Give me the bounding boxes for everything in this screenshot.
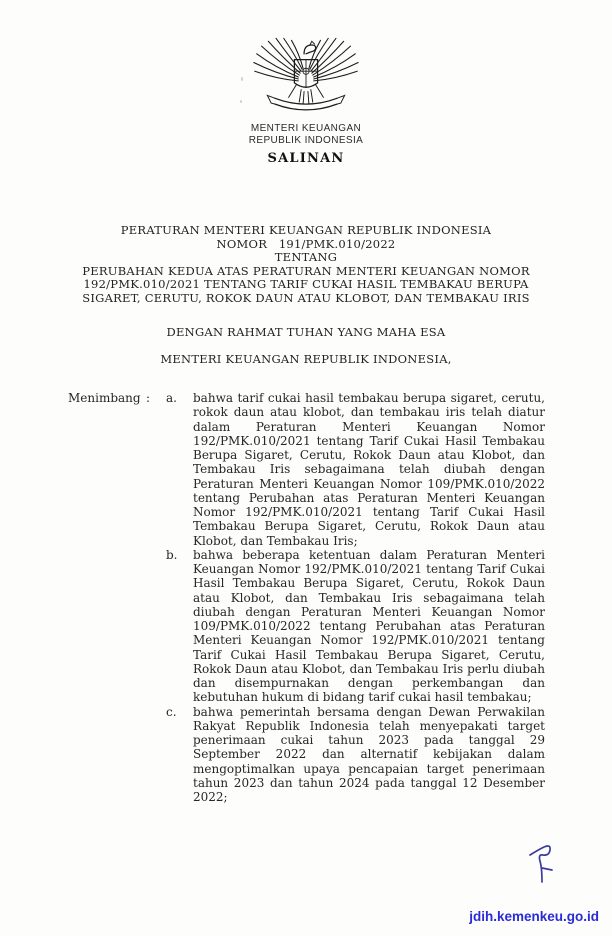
title-line-subject-2: 192/PMK.010/2021 TENTANG TARIF CUKAI HASIL TEMBAKAU BERUPA (83, 277, 529, 292)
considering-label: Menimbang (68, 391, 141, 405)
spacer (68, 705, 166, 805)
authority-line: MENTERI KEUANGAN REPUBLIK INDONESIA, (160, 352, 452, 366)
item-letter-b: b. (166, 547, 178, 562)
letterhead (0, 36, 612, 166)
considering-section (68, 391, 545, 804)
considering-item-c: bahwa pemerintah bersama dengan Dewan Perwakilan Rakyat Republik Indonesia telah menyepakati target penerimaan cukai tahun 2023 pada tanggal 29 September 2022 dan alternatif kebijakan dalam mengoptimalkan upaya pencapaian target penerimaan tahun 2023 dan tahun 2024 pada tanggal 12 Desember 2022; (193, 704, 545, 804)
ministry-name-block (0, 123, 612, 146)
item-letter-c: c. (166, 704, 177, 719)
regulation-title (30, 224, 582, 306)
title-line-tentang: TENTANG (274, 250, 338, 265)
handwritten-initial-paraf (527, 842, 561, 886)
title-line-subject-1: PERUBAHAN KEDUA ATAS PERATURAN MENTERI KEUANGAN NOMOR (82, 263, 530, 278)
considering-separator: : (146, 391, 151, 405)
title-line-number: NOMOR 191/PMK.010/2022 (216, 236, 396, 251)
jdih-site-link[interactable]: jdih.kemenkeu.go.id (469, 909, 599, 924)
spacer (68, 548, 166, 705)
title-line-subject-3: SIGARET, CERUTU, ROKOK DAUN ATAU KLOBOT, DAN TEMBAKAU IRIS (82, 290, 530, 305)
ministry-line1: MENTERI KEUANGAN (250, 123, 362, 134)
garuda-pancasila-emblem (0, 36, 612, 120)
invocation-line: DENGAN RAHMAT TUHAN YANG MAHA ESA (166, 325, 446, 339)
salinan-stamp: SALINAN (267, 151, 345, 166)
item-letter-a: a. (166, 391, 177, 405)
considering-item-b: bahwa beberapa ketentuan dalam Peraturan Menteri Keuangan Nomor 192/PMK.010/2021 tentang Tarif Cukai Hasil Tembakau Berupa Sigaret, Cerutu, Rokok Daun atau Klobot, dan Tembakau Iris sebagaimana telah diubah dengan Peraturan Menteri Keuangan Nomor 109/PMK.010/2022 tentang Perubahan atas Peraturan Menteri Keuangan Nomor 192/PMK.010/2021 tentang Tarif Cukai Hasil Tembakau Berupa Sigaret, Cerutu, Rokok Daun atau Klobot, dan Tembakau Iris perlu diubah dan disempurnakan dengan perkembangan dan kebutuhan hukum di bidang tarif cukai hasil tembakau; (193, 547, 545, 705)
scan-speck (241, 77, 243, 81)
scan-speck (240, 100, 242, 103)
title-line-1: PERATURAN MENTERI KEUANGAN REPUBLIK INDONESIA (120, 223, 492, 237)
considering-item-a: bahwa tarif cukai hasil tembakau berupa sigaret, cerutu, rokok daun atau klobot, dan tembakau iris telah diatur dalam Peraturan Menteri Keuangan Nomor 192/PMK.010/2021 tentang Tarif Cukai Hasil Tembakau Berupa Sigaret, Cerutu, Rokok Daun atau Klobot, dan Tembakau Iris sebagaimana telah diubah dengan Peraturan Menteri Keuangan Nomor 109/PMK.010/2022 tentang Perubahan atas Peraturan Menteri Keuangan Nomor 192/PMK.010/2021 tentang Tarif Cukai Hasil Tembakau Berupa Sigaret, Cerutu, Rokok Daun atau Klobot, dan Tembakau Iris; (193, 391, 545, 548)
garuda-icon (248, 36, 364, 120)
ministry-line2: REPUBLIK INDONESIA (248, 134, 364, 146)
